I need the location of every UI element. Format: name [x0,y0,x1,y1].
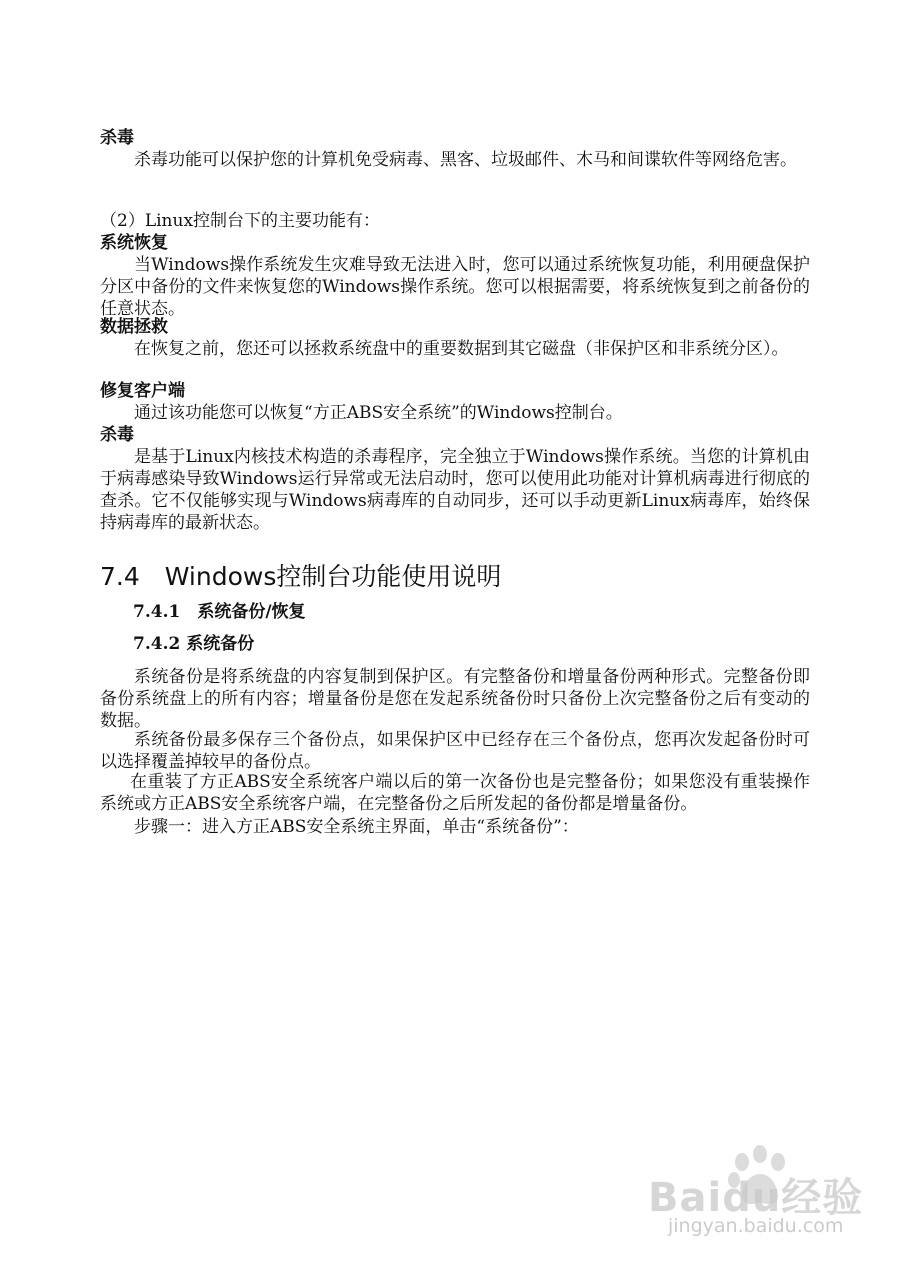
repair-client-heading: 修复客户端 [100,381,185,401]
repair-client-body: 通过该功能您可以恢复“方正ABS安全系统”的Windows控制台。 [134,403,623,423]
system-restore-body: 当Windows操作系统发生灾难导致无法进入时，您可以通过系统恢复功能，利用硬盘保护分区中备份的文件来恢复您的Windows操作系统。您可以根据需要，将系统恢复到之前备份的任意状态。 [100,255,810,319]
system-restore-heading: 系统恢复 [100,233,168,253]
chapter-title: 7.4 Windows控制台功能使用说明 [100,562,502,591]
backup-paragraph-1: 系统备份是将系统盘的内容复制到保护区。有完整备份和增量备份两种形式。完整备份即备份系统盘上的所有内容；增量备份是您在发起系统备份时只备份上次完整备份之后有变动的数据。 [100,667,810,731]
data-rescue-heading: 数据拯救 [100,317,168,337]
subsection-title-backup-restore: 7.4.1 系统备份/恢复 [133,602,306,622]
backup-paragraph-3: 在重装了方正ABS安全系统客户端以后的第一次备份也是完整备份；如果您没有重装操作系统或方正ABS安全系统客户端，在完整备份之后所发起的备份都是增量备份。 [100,772,810,814]
linux-intro: （2）Linux控制台下的主要功能有： [100,211,381,231]
watermark-url: jingyan.baidu.com [668,1215,844,1237]
linux-antivirus-body: 是基于Linux内核技术构造的杀毒程序，完全独立于Windows操作系统。当您的计算机由于病毒感染导致Windows运行异常或无法启动时，您可以使用此功能对计算机病毒进行彻底的查杀。它不仅能够实现与Windows病毒库的自动同步，还可以手动更新Linux病毒库，始终保持病毒库的最新状态。 [100,447,810,533]
antivirus-body: 杀毒功能可以保护您的计算机免受病毒、黑客、垃圾邮件、木马和间谍软件等网络危害。 [134,150,797,170]
watermark-brand: Baidu经验 [648,1175,864,1221]
subsection-title-backup: 7.4.2 系统备份 [133,634,255,654]
linux-antivirus-heading: 杀毒 [100,425,134,445]
backup-step-1: 步骤一：进入方正ABS安全系统主界面，单击“系统备份”： [134,817,579,837]
data-rescue-body: 在恢复之前，您还可以拯救系统盘中的重要数据到其它磁盘（非保护区和非系统分区）。 [134,339,789,359]
antivirus-heading: 杀毒 [100,128,134,148]
backup-paragraph-2: 系统备份最多保存三个备份点，如果保护区中已经存在三个备份点，您再次发起备份时可以选择覆盖掉较早的备份点。 [100,730,810,772]
